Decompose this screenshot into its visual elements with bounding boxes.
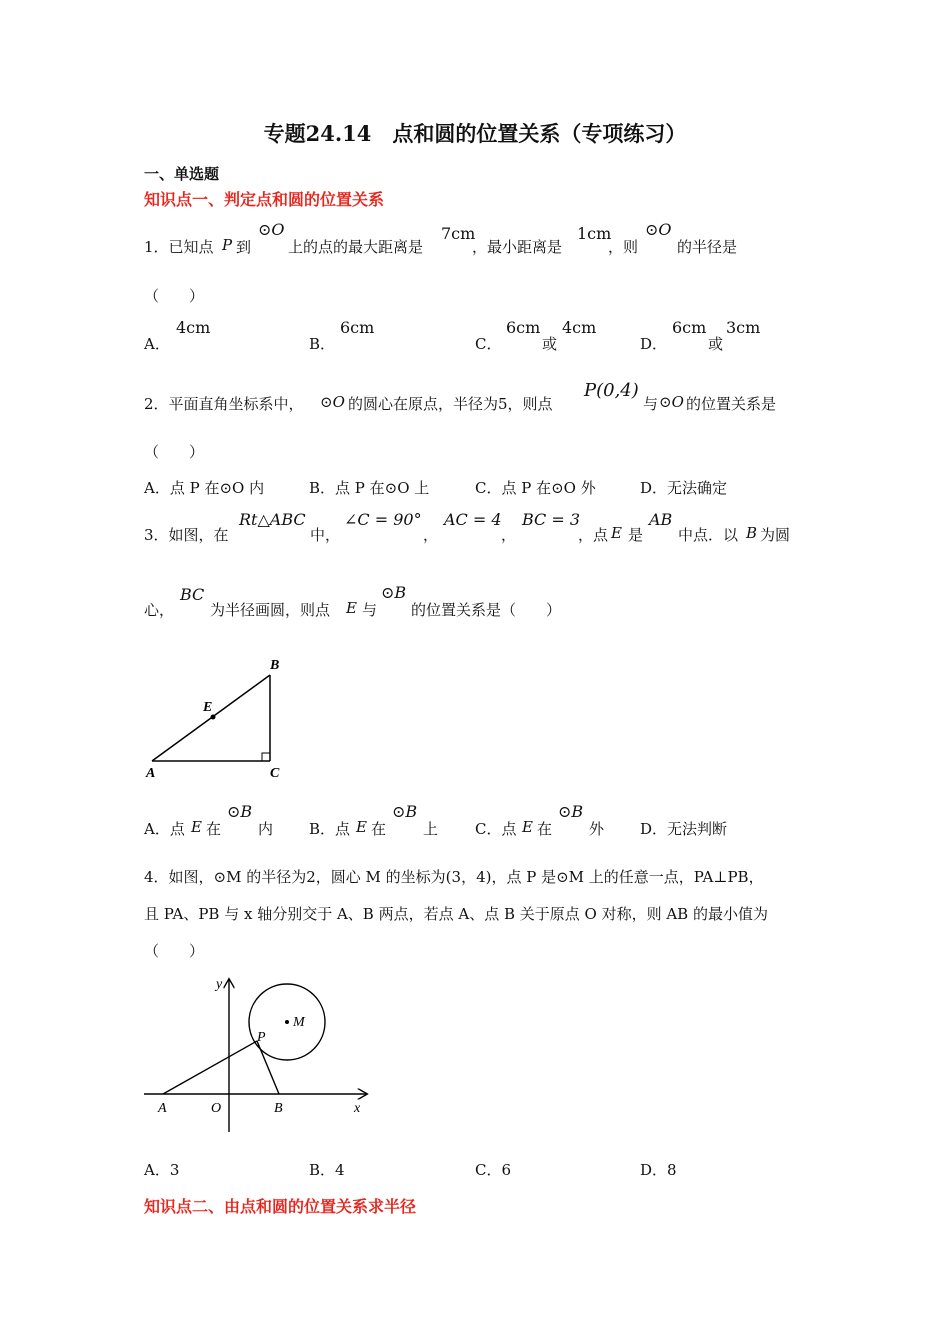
option-circle: ⊙B bbox=[227, 802, 253, 821]
q1-point-p: P bbox=[222, 236, 233, 254]
option-relation: 上 bbox=[423, 820, 439, 838]
q3-angle: ∠C = 90° bbox=[344, 510, 422, 529]
segment-pb bbox=[257, 1041, 279, 1094]
q2-option-b[interactable]: B．点 P 在⊙O 上 bbox=[309, 479, 430, 497]
label-b: B bbox=[274, 1101, 283, 1116]
q1-text-c: 上的点的最大距离是 bbox=[288, 238, 424, 256]
page-title: 专题24.14 点和圆的位置关系（专项练习） bbox=[263, 121, 687, 146]
option-label: B． bbox=[309, 335, 336, 353]
q2-option-a[interactable]: A．点 P 在⊙O 内 bbox=[144, 479, 265, 497]
q3-line2-d: 的位置关系是（ ） bbox=[411, 601, 562, 619]
q4-option-d[interactable]: D．8 bbox=[640, 1161, 677, 1179]
q3-text-a: 3．如图，在 bbox=[144, 526, 229, 544]
q3-line2-c: 与 bbox=[362, 601, 378, 619]
label-m: M bbox=[293, 1015, 305, 1030]
knowledge-point-1: 知识点一、判定点和圆的位置关系 bbox=[144, 190, 385, 209]
q1-min-distance: 1cm bbox=[577, 224, 612, 243]
section-heading: 一、单选题 bbox=[144, 165, 220, 183]
option-at: 在 bbox=[206, 820, 222, 838]
option-at: 在 bbox=[371, 820, 387, 838]
q4-line-1: 4．如图，⊙M 的半径为2，圆心 M 的坐标为(3，4)，点 P 是⊙M 上的任意一点，PA⊥PB， bbox=[144, 868, 764, 886]
option-label: B．点 bbox=[309, 820, 351, 838]
option-or: 或 bbox=[708, 335, 724, 353]
q4-option-c[interactable]: C．6 bbox=[475, 1161, 512, 1179]
q2-text-c: 与 bbox=[643, 395, 659, 413]
q1-circle-o: ⊙O bbox=[258, 220, 285, 239]
option-or: 或 bbox=[542, 335, 558, 353]
option-point: E bbox=[522, 818, 533, 836]
q4-answer-paren: （ ） bbox=[144, 942, 205, 960]
label-x: x bbox=[354, 1101, 361, 1116]
q4-option-b[interactable]: B．4 bbox=[309, 1161, 345, 1179]
q1-text-a: 1．已知点 bbox=[144, 238, 214, 256]
q1-max-distance: 7cm bbox=[441, 224, 476, 243]
q1-answer-paren: （ ） bbox=[144, 287, 205, 305]
q2-circle-o-2: ⊙O bbox=[659, 393, 684, 411]
q3-text-e: ，点 bbox=[578, 526, 609, 544]
option-value: 6cm bbox=[672, 318, 707, 337]
q3-circle-b: ⊙B bbox=[381, 583, 407, 602]
q3-text-d: ， bbox=[501, 526, 517, 544]
label-b: B bbox=[270, 658, 280, 673]
label-c: C bbox=[270, 766, 280, 781]
q2-point: P(0,4) bbox=[584, 380, 639, 401]
option-label: A． bbox=[144, 335, 170, 353]
option-label: A．点 bbox=[144, 820, 185, 838]
option-label: D．无法判断 bbox=[640, 820, 728, 838]
label-a: A bbox=[146, 766, 156, 781]
option-label: D． bbox=[640, 335, 668, 353]
q1-text-b: 到 bbox=[236, 238, 252, 256]
q3-point-e-2: E bbox=[346, 599, 357, 617]
label-a: A bbox=[158, 1101, 167, 1116]
q3-line2-b: 为半径画圆，则点 bbox=[210, 601, 331, 619]
q4-line-2: 且 PA、PB 与 x 轴分别交于 A、B 两点，若点 A、点 B 关于原点 O 对称，则 AB 的最小值为 bbox=[144, 905, 768, 923]
option-value-2: 3cm bbox=[726, 318, 761, 337]
q3-text-g: 中点．以 bbox=[678, 526, 739, 544]
center-m bbox=[285, 1020, 289, 1024]
option-point: E bbox=[356, 818, 367, 836]
right-angle-mark bbox=[262, 753, 270, 761]
option-value-2: 4cm bbox=[562, 318, 597, 337]
option-relation: 内 bbox=[258, 820, 274, 838]
q2-text-a: 2．平面直角坐标系中， bbox=[144, 395, 304, 413]
label-p: P bbox=[257, 1030, 266, 1045]
q3-point-e: E bbox=[611, 524, 622, 542]
q3-line2-a: 心， bbox=[144, 601, 175, 619]
q3-point-b: B bbox=[746, 524, 758, 542]
q3-text-f: 是 bbox=[628, 526, 644, 544]
q1-text-f: 的半径是 bbox=[677, 238, 738, 256]
midpoint-e bbox=[211, 715, 216, 720]
q3-triangle: Rt△ABC bbox=[239, 510, 306, 529]
option-point: E bbox=[191, 818, 202, 836]
segment-pa bbox=[163, 1041, 257, 1094]
q1-circle-o-2: ⊙O bbox=[645, 220, 672, 239]
label-e: E bbox=[203, 700, 213, 715]
q2-option-c[interactable]: C．点 P 在⊙O 外 bbox=[475, 479, 596, 497]
q1-text-e: ，则 bbox=[608, 238, 639, 256]
option-value: 4cm bbox=[176, 318, 211, 337]
option-value: 6cm bbox=[506, 318, 541, 337]
q3-text-h: 为圆 bbox=[760, 526, 791, 544]
q3-bc: BC = 3 bbox=[522, 510, 581, 529]
label-y: y bbox=[216, 977, 223, 992]
option-at: 在 bbox=[537, 820, 553, 838]
option-label: C．点 bbox=[475, 820, 517, 838]
q4-option-a[interactable]: A．3 bbox=[144, 1161, 180, 1179]
q3-bc-2: BC bbox=[180, 585, 205, 604]
option-value: 6cm bbox=[340, 318, 375, 337]
q1-text-d: ，最小距离是 bbox=[472, 238, 563, 256]
q3-triangle-figure bbox=[140, 650, 300, 785]
q2-text-b: 的圆心在原点，半径为5，则点 bbox=[348, 395, 553, 413]
q2-circle-o: ⊙O bbox=[320, 393, 345, 411]
option-relation: 外 bbox=[589, 820, 605, 838]
q4-coordinate-figure bbox=[140, 970, 380, 1140]
q3-text-c: ， bbox=[423, 526, 439, 544]
q3-text-b: 中， bbox=[310, 526, 341, 544]
label-o: O bbox=[211, 1101, 222, 1116]
q3-ac: AC = 4 bbox=[444, 510, 502, 529]
knowledge-point-2: 知识点二、由点和圆的位置关系求半径 bbox=[144, 1197, 417, 1216]
option-label: C． bbox=[475, 335, 502, 353]
q3-ab: AB bbox=[649, 510, 673, 529]
q2-answer-paren: （ ） bbox=[144, 443, 205, 461]
option-circle: ⊙B bbox=[392, 802, 418, 821]
q2-option-d[interactable]: D．无法确定 bbox=[640, 479, 728, 497]
option-circle: ⊙B bbox=[558, 802, 584, 821]
q2-text-d: 的位置关系是 bbox=[686, 395, 777, 413]
